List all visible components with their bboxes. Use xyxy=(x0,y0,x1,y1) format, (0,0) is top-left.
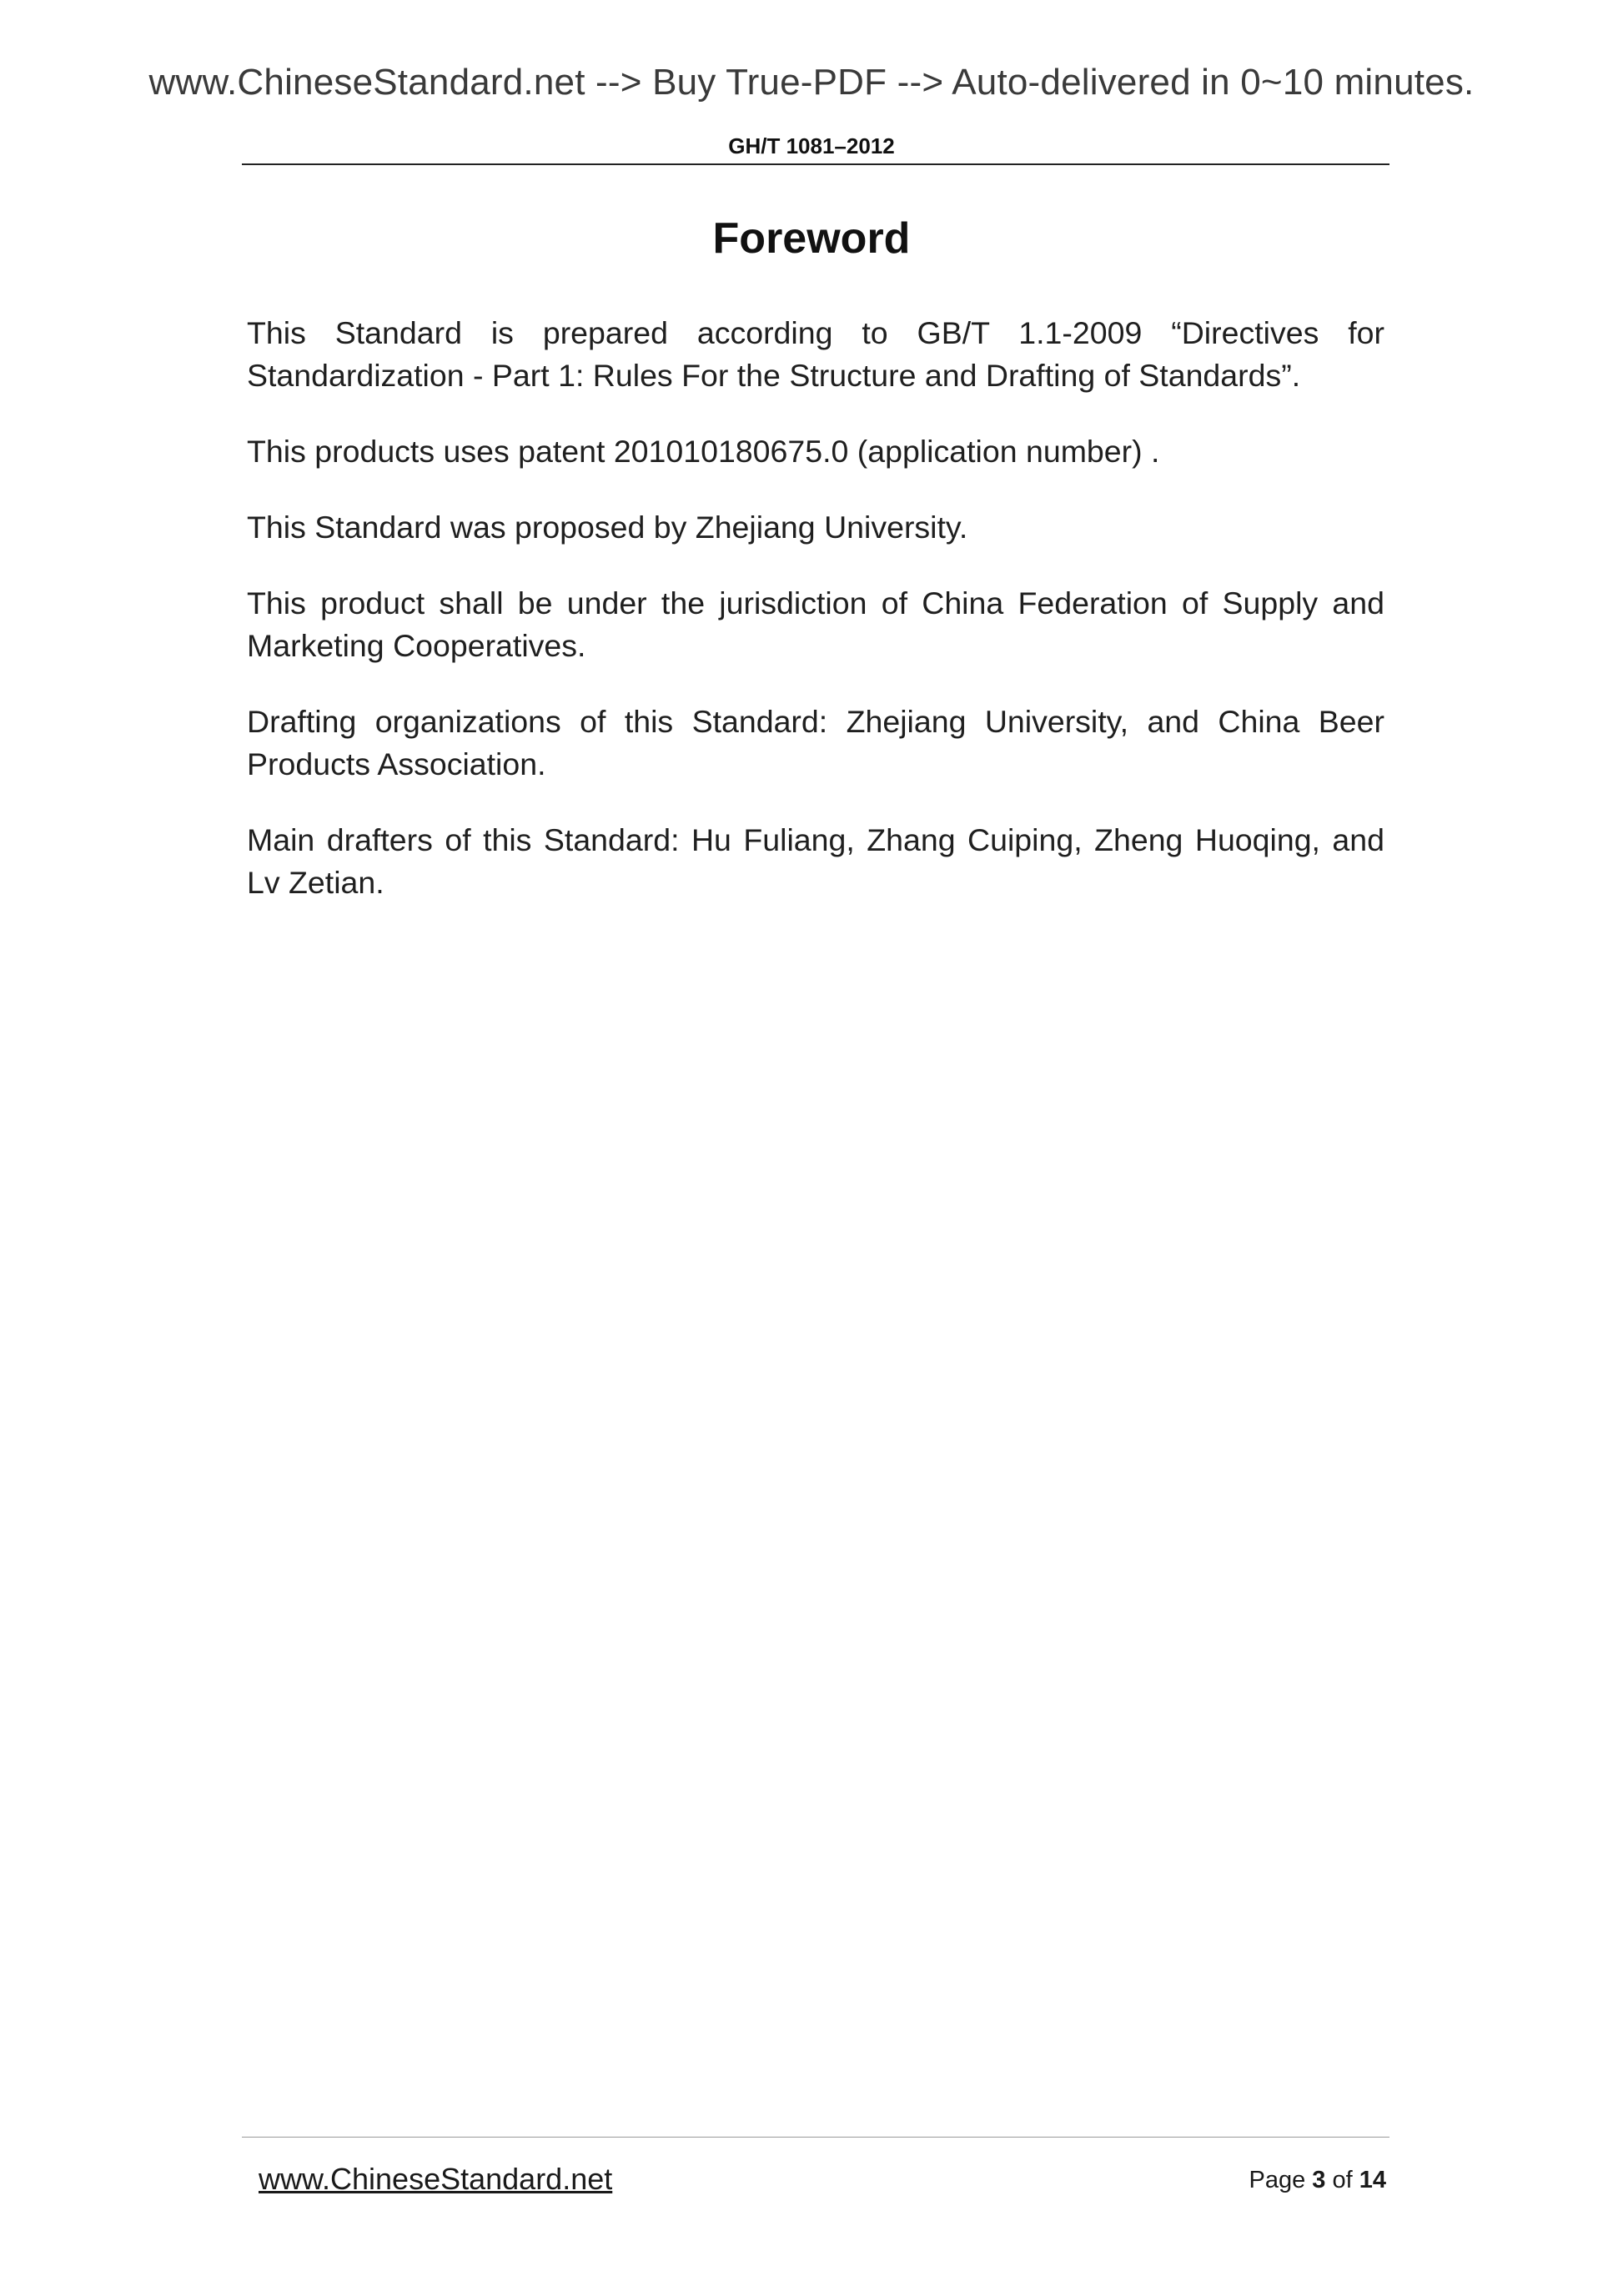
footer-divider xyxy=(242,2137,1389,2138)
standard-code: GH/T 1081–2012 xyxy=(728,133,895,158)
paragraph-patent: This products uses patent 201010180675.0 (application number) . xyxy=(247,434,1160,469)
page-current: 3 xyxy=(1312,2167,1326,2193)
header-divider xyxy=(242,163,1389,165)
paragraph-drafting-organizations: Drafting organizations of this Standard: Zhejiang University, and China Beer Products Association. xyxy=(247,704,1384,781)
page-label: Page xyxy=(1249,2167,1306,2193)
paragraph-preparation: This Standard is prepared according to GB/T 1.1-2009 “Directives for Standardization - Part 1: Rules For the Structure and Drafting of Standards”. xyxy=(247,315,1384,393)
footer-website-link[interactable]: www.ChineseStandard.net xyxy=(259,2162,613,2196)
paragraph-proposer: This Standard was proposed by Zhejiang University. xyxy=(247,510,968,545)
paragraph-jurisdiction: This product shall be under the jurisdiction of China Federation of Supply and Marketing Cooperatives. xyxy=(247,585,1384,663)
top-banner: www.ChineseStandard.net --> Buy True-PDF --> Auto-delivered in 0~10 minutes. xyxy=(148,62,1475,103)
page-title: Foreword xyxy=(712,214,911,263)
page-total: 14 xyxy=(1359,2167,1386,2193)
page-number xyxy=(1249,2167,1386,2194)
page-of-label: of xyxy=(1332,2167,1353,2193)
paragraph-main-drafters: Main drafters of this Standard: Hu Fuliang, Zhang Cuiping, Zheng Huoqing, and Lv Zetian. xyxy=(247,822,1384,900)
foreword-body xyxy=(247,312,1384,937)
